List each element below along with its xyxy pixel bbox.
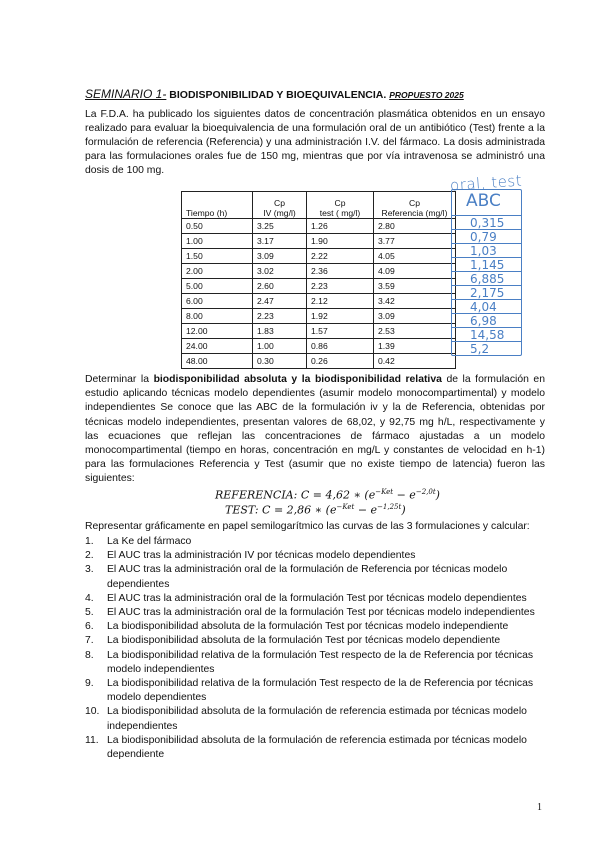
header-tiempo: Tiempo (h) [182,192,253,219]
list-item-text: La biodisponibilidad absoluta de la formulación de referencia estimada por técnicas modelo independientes [107,706,527,732]
list-item [85,592,555,606]
equation-referencia: REFERENCIA: C = 4,62 ∗ $(e^{-Ket} - e^{-2,0t})$ [215,488,440,502]
list-item-number: 9. [85,678,94,690]
table-row [182,324,456,339]
proposed-label: PROPUESTO 2025 [389,90,464,100]
table-cell: 12.00 [182,324,253,339]
list-item-number: 8. [85,649,94,661]
table-row [182,279,456,294]
list-item-text: La biodisponibilidad absoluta de la formulación Test por técnicas modelo dependiente [107,635,501,647]
list-item-text: La biodisponibilidad relativa de la formulación Test respecto de la de Referencia por técnicas modelo dependientes [107,678,534,704]
list-item-text: La biodisponibilidad absoluta de la formulación de referencia estimada por técnicas modelo dependiente [107,734,527,761]
handwritten-value: 6,885 [470,272,505,286]
handwritten-value: 6,98 [470,314,497,328]
header-cp-referencia: Cp Referencia (mg/l) [374,192,456,219]
table-cell: 3.09 [253,249,307,264]
list-item-text: La Ke del fármaco [107,536,192,547]
intro-text-2: La dosis administrada para las formulaciones orales fue de 150 mg, mientras que por vía intravenosa se administró una dosis de 100 mg. [85,137,546,176]
table-cell: 8.00 [182,309,253,324]
list-item-text: El AUC tras la administración oral de la formulación de Referencia por técnicas modelo dependientes [107,564,508,590]
table-row [182,294,456,309]
table-cell: 1.00 [253,339,307,354]
list-item [85,677,555,705]
handwritten-value: 0,315 [470,216,505,230]
handwritten-value: 5,2 [470,342,490,356]
table-header-row [182,192,456,219]
table-cell: 1.26 [307,219,374,234]
list-item-text: El AUC tras la administración oral de la formulación Test por técnicas modelo dependientes [107,592,527,604]
handwritten-header: oral, test [449,171,523,195]
list-item-number: 4. [85,592,94,604]
header-cp-iv: Cp IV (mg/l) [253,192,307,219]
page-number: 1 [537,802,542,813]
handwritten-value: 0,79 [470,230,497,244]
table-cell: 4.09 [374,264,456,279]
handwritten-value: 14,58 [470,328,505,342]
handwritten-value: 2,175 [470,286,505,300]
table-row [182,249,456,264]
table-cell: 2.47 [253,294,307,309]
table-cell: 1.90 [307,234,374,249]
table-cell: 2.60 [253,279,307,294]
table-cell: 2.23 [253,309,307,324]
header-cp-test: Cp test ( mg/l) [307,192,374,219]
equation-test: TEST: C = 2,86 ∗ $(e^{-Ket} - e^{-1,25t})$ [225,503,406,517]
table-cell: 24.00 [182,339,253,354]
table-row [182,339,456,354]
table-cell: 0.30 [253,354,307,369]
handwritten-abc-label: ABC [466,191,501,211]
determine-bold: biodisponibilidad absoluta y la biodisponibilidad relativa [153,374,442,385]
table-cell: 1.83 [253,324,307,339]
table-cell: 1.57 [307,324,374,339]
list-item-text: El AUC tras la administración IV por técnicas modelo dependientes [107,550,416,562]
list-item-text: La biodisponibilidad relativa de la formulación Test respecto de la de Referencia por técnicas modelo independientes [107,649,534,675]
table-row [182,234,456,249]
list-item [85,634,555,648]
table-cell: 4.05 [374,249,456,264]
task-list [85,535,555,762]
handwritten-value: 4,04 [470,300,497,314]
table-cell: 2.23 [307,279,374,294]
table-cell: 0.86 [307,339,374,354]
table-row [182,354,456,369]
list-item [85,606,555,620]
list-item [85,535,555,549]
table-cell: 0.26 [307,354,374,369]
table-cell: 48.00 [182,354,253,369]
table-cell: 0.50 [182,219,253,234]
list-item [85,620,555,634]
list-item [85,649,555,677]
title-main: BIODISPONIBILIDAD Y BIOEQUIVALENCIA. [169,89,387,101]
concentration-table [181,191,456,369]
table-cell: 3.77 [374,234,456,249]
table-cell: 5.00 [182,279,253,294]
list-item-text: La biodisponibilidad absoluta de la formulación Test por técnicas modelo independiente [107,621,509,633]
table-cell: 2.12 [307,294,374,309]
table-cell: 3.17 [253,234,307,249]
table-cell: 1.50 [182,249,253,264]
list-item-text: El AUC tras la administración oral de la formulación Test por técnicas modelo independientes [107,607,535,619]
table-cell: 2.00 [182,264,253,279]
intro-text-1: La F.D.A. ha publicado los siguientes datos de concentración plasmática obtenidos en un ensayo realizado para evaluar la bioequivalencia de una formulación oral de un antibiótico (Test) frente a la formulación de referencia (Referencia) y una administración I.V. del fármaco. [85,109,545,148]
list-item [85,705,555,733]
list-item-number: 1. [85,536,94,547]
list-item-number: 2. [85,550,94,562]
handwritten-value: 1,145 [470,258,505,272]
table-cell: 1.92 [307,309,374,324]
table-row [182,219,456,234]
determine-paragraph: Determinar la biodisponibilidad absoluta y la biodisponibilidad relativa de la formulación en estudio aplicando técnicas modelo dependientes (asumir modelo monocompartimental) y modelo independientes Se conoce que las ABC de la formulación iv y la de Referencia, obtenidas por técnicas modelo independientes, presentan valores de 68,02, y 92,75 mg h/L, respectivamente y las ecuaciones que reflejan las concentraciones de fármaco ajustadas a un modelo monocompartimental (tiempo en horas, concentración en mg/L y constantes de velocidad en h-1) para las formulaciones Referencia y Test (asumir que no existe tiempo de latencia) fueron las siguientes: [85,374,545,485]
list-item-number: 7. [85,635,94,647]
table-cell: 2.53 [374,324,456,339]
table-row [182,309,456,324]
table-cell: 2.80 [374,219,456,234]
seminar-label: SEMINARIO 1- [85,87,167,101]
table-cell: 3.59 [374,279,456,294]
list-item-number: 10. [85,706,100,718]
table-cell: 2.36 [307,264,374,279]
list-item-number: 5. [85,607,94,619]
table-cell: 6.00 [182,294,253,309]
table-cell: 0.42 [374,354,456,369]
list-item-number: 3. [85,564,94,576]
table-cell: 3.02 [253,264,307,279]
table-cell: 1.00 [182,234,253,249]
table-cell: 3.25 [253,219,307,234]
represent-instruction: Representar gráficamente en papel semilogarítmico las curvas de las 3 formulaciones y calcular: [85,521,530,532]
table-cell: 3.42 [374,294,456,309]
document-title [85,87,464,101]
list-item [85,549,555,563]
list-item [85,563,555,591]
list-item-number: 11. [85,734,99,746]
table-cell: 2.22 [307,249,374,264]
handwritten-value: 1,03 [470,244,497,258]
table-row [182,264,456,279]
intro-paragraph [85,108,545,178]
table-cell: 3.09 [374,309,456,324]
list-item-number: 6. [85,621,94,633]
list-item [85,734,555,762]
table-cell: 1.39 [374,339,456,354]
